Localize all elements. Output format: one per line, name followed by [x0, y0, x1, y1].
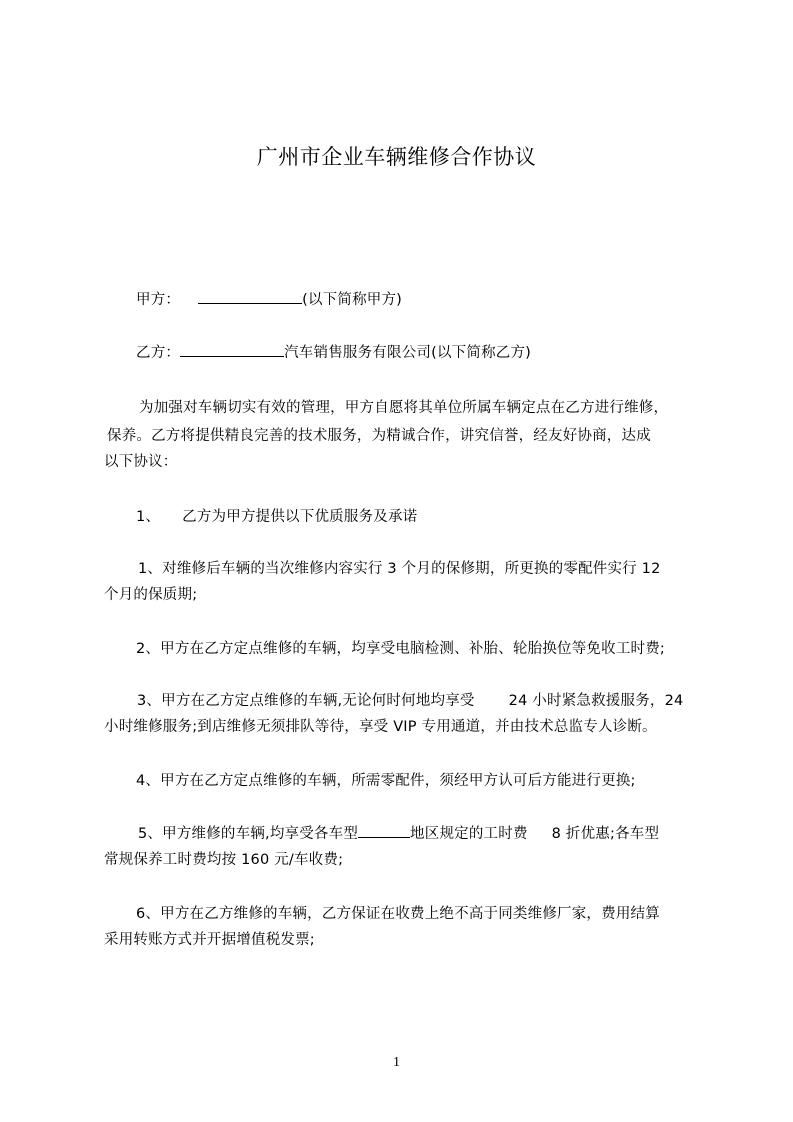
- party-b-company: 汽车销售服务有限公司: [284, 345, 432, 361]
- clause-5-text-b: 地区规定的工时费: [410, 826, 528, 842]
- party-a-label: 甲方：: [136, 292, 181, 308]
- page-number: 1: [393, 1055, 400, 1070]
- party-b-line: [136, 343, 531, 363]
- clause-5-text-a: 5、甲方维修的车辆,均享受各车型: [138, 826, 359, 842]
- party-b-label: 乙方：: [136, 345, 181, 361]
- intro-line-1: 为加强对车辆切实有效的管理，甲方自愿将其单位所属车辆定点在乙方进行维修，: [139, 400, 669, 416]
- clause-5-blank: [358, 824, 410, 838]
- clause-5-line-2: 常规保养工时费均按 160 元/车收费;: [104, 852, 344, 868]
- party-a-line: [136, 290, 402, 310]
- document-title: 广州市企业车辆维修合作协议: [256, 145, 537, 169]
- section-1-heading: [136, 507, 417, 527]
- intro-line-3: 以下协议：: [104, 454, 178, 470]
- intro-line-2: 保养。乙方将提供精良完善的技术服务，为精诚合作，讲究信誉，经友好协商，达成: [107, 428, 651, 444]
- section-1-number: 1、: [136, 509, 161, 525]
- clause-4-line-1: 4、甲方在乙方定点维修的车辆，所需零配件，须经甲方认可后方能进行更换;: [136, 773, 636, 789]
- clause-3-line-2: 小时维修服务;到店维修无须排队等待，享受 VIP 专用通道，并由技术总监专人诊断。: [104, 719, 657, 735]
- clause-5-text-c: 8 折优惠;各车型: [551, 826, 660, 842]
- party-a-suffix: (以下简称甲方): [302, 292, 403, 308]
- clause-1-line-1: 1、对维修后车辆的当次维修内容实行 3 个月的保修期，所更换的零配件实行 12: [138, 561, 661, 577]
- clause-6-line-2: 采用转账方式并开据增值税发票;: [104, 932, 315, 948]
- party-b-suffix: (以下简称乙方): [431, 345, 532, 361]
- clause-2-line-1: 2、甲方在乙方定点维修的车辆，均享受电脑检测、补胎、轮胎换位等免收工时费;: [136, 641, 666, 657]
- clause-3-text-b: 24 小时紧急救援服务，24: [508, 693, 684, 709]
- clause-3-text-a: 3、甲方在乙方定点维修的车辆,无论何时何地均享受: [137, 693, 475, 709]
- party-a-blank: [198, 290, 302, 304]
- clause-3-line-1: [137, 691, 683, 711]
- clause-6-line-1: 6、甲方在乙方维修的车辆，乙方保证在收费上绝不高于同类维修厂家，费用结算: [136, 906, 660, 922]
- clause-1-line-2: 个月的保质期;: [104, 587, 198, 603]
- party-b-blank: [180, 343, 284, 357]
- clause-5-line-1: [138, 824, 659, 844]
- section-1-title: 乙方为甲方提供以下优质服务及承诺: [182, 509, 418, 525]
